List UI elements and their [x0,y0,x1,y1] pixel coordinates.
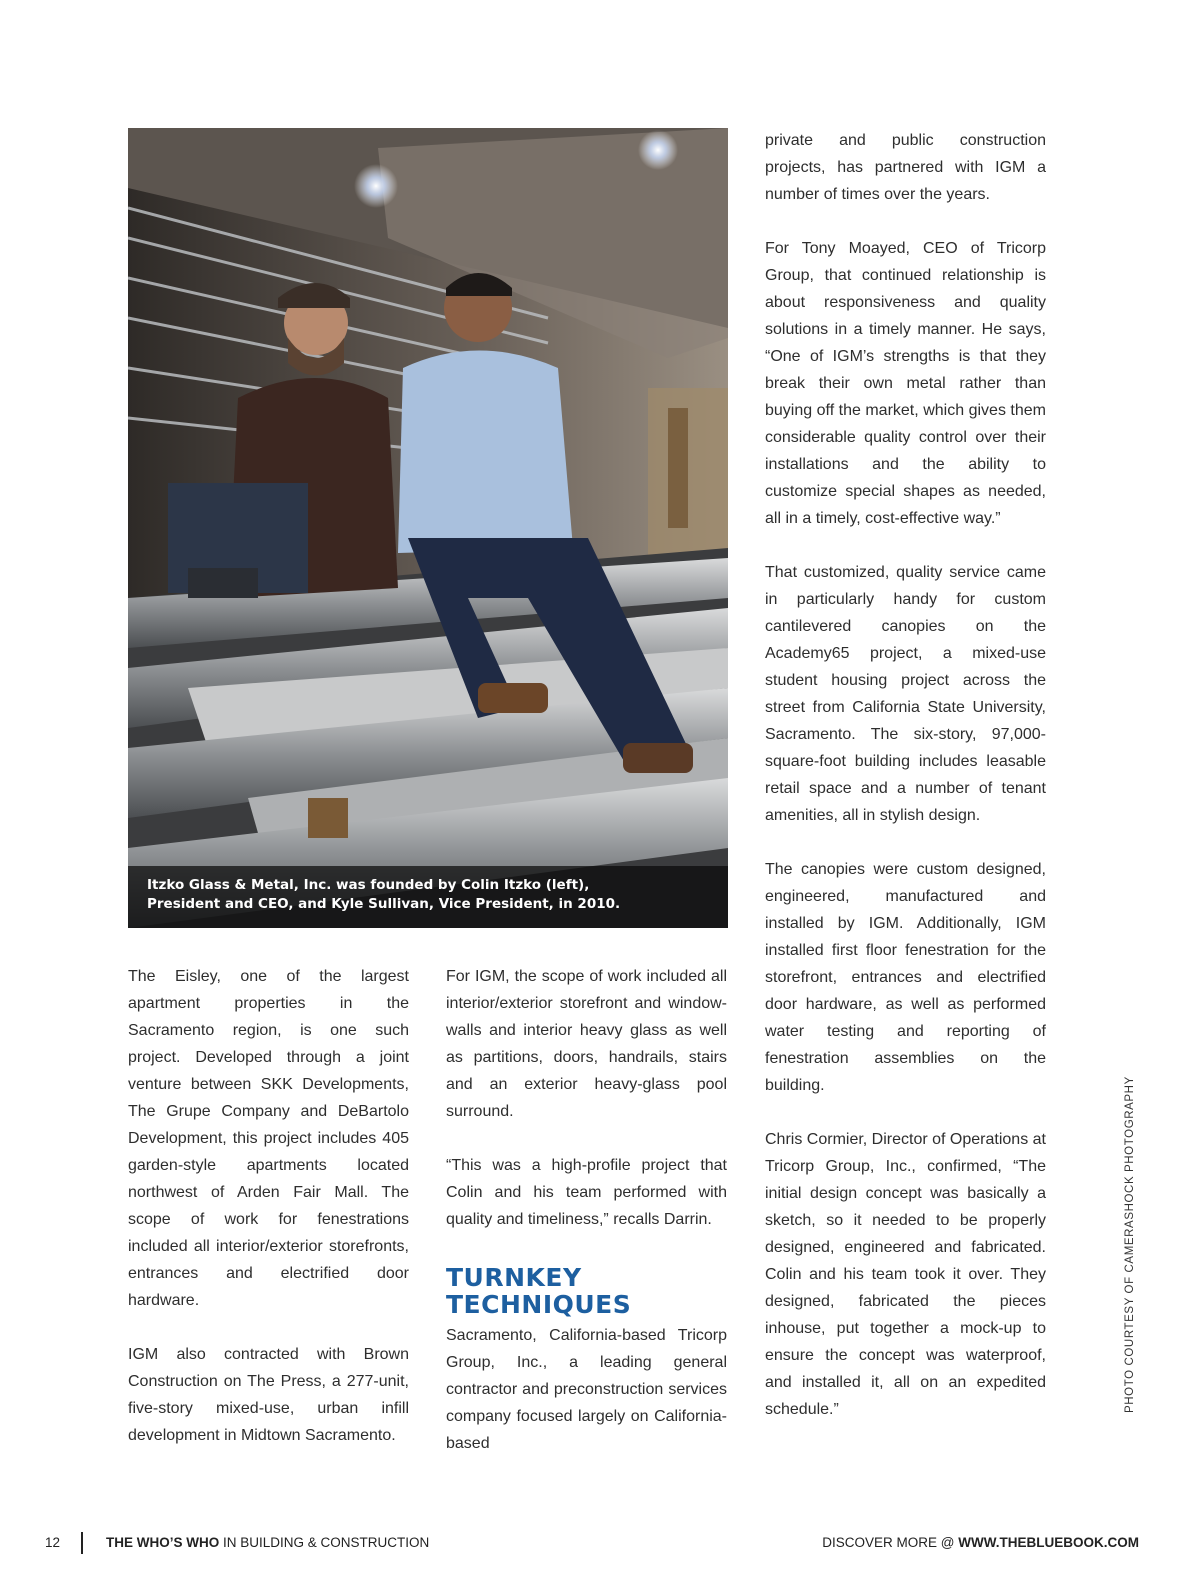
publication-name-bold: THE WHO’S WHO [106,1535,220,1550]
caption-line-1: Itzko Glass & Metal, Inc. was founded by Colin Itzko (left), [147,877,590,893]
footer-divider [81,1532,83,1554]
paragraph: Sacramento, California-based Tricorp Group, Inc., a leading general contractor and preconstruction services company focused largely on California-based [446,1327,727,1452]
paragraph: IGM also contracted with Brown Construction on The Press, a 277-unit, five-story mixed-use, urban infill development in Midtown Sacramento. [128,1346,409,1444]
paragraph: For IGM, the scope of work included all interior/exterior storefront and window-walls and interior heavy glass as well as partitions, doors, handrails, stairs and an exterior heavy-glass pool surround. [446,968,727,1120]
photo-caption [128,866,728,928]
discover-more [822,1535,1139,1550]
section-heading-line-1: TURNKEY [446,1263,582,1292]
section-heading [446,1260,727,1318]
article-column-2 [446,963,727,1457]
publication-name [106,1535,429,1550]
feature-photo [128,128,728,928]
caption-line-2: President and CEO, and Kyle Sullivan, Vice President, in 2010. [147,896,621,912]
paragraph: private and public construction projects, has partnered with IGM a number of times over the years. [765,132,1046,203]
paragraph: Chris Cormier, Director of Operations at Tricorp Group, Inc., confirmed, “The initial design concept was basically a sketch, so it needed to be properly designed, engineered and fabricated. Colin and his team took it over. They designed, fabricated the pieces inhouse, put together a mock-up to ensure the concept was waterproof, and installed it, all on an expedited schedule.” [765,1131,1046,1418]
article-column-3 [765,127,1046,1423]
article-column-1 [128,963,409,1449]
section-heading-line-2: TECHNIQUES [446,1290,632,1319]
paragraph: For Tony Moayed, CEO of Tricorp Group, that continued relationship is about responsiveness and quality solutions in a timely manner. He says, “One of IGM’s strengths is that they break their own metal rather than buying off the market, which gives them considerable quality control over their installations and the ability to customize special shapes as needed, all in a timely, cost-effective way.” [765,240,1046,527]
paragraph: The canopies were custom designed, engineered, manufactured and installed by IGM. Additionally, IGM installed first floor fenestration for the storefront, entrances and electrified door hardware, as well as performed water testing and reporting of fenestration assemblies on the building. [765,861,1046,1094]
discover-label: DISCOVER MORE @ [822,1535,959,1550]
page-number: 12 [45,1535,61,1550]
warehouse-photo-illustration [128,128,728,928]
website-link[interactable]: WWW.THEBLUEBOOK.COM [958,1535,1139,1550]
paragraph: The Eisley, one of the largest apartment properties in the Sacramento region, is one such project. Developed through a joint venture between SKK Developments, The Grupe Company and DeBartolo Development, this project includes 405 garden-style apartments located northwest of Arden Fair Mall. The scope of work for fenestrations included all interior/exterior storefronts, entrances and electrified door hardware. [128,968,409,1309]
paragraph: “This was a high-profile project that Colin and his team performed with quality and timeliness,” recalls Darrin. [446,1157,727,1228]
publication-name-rest: IN BUILDING & CONSTRUCTION [219,1535,430,1550]
page-footer [0,1535,1200,1555]
paragraph: That customized, quality service came in particularly handy for custom cantilevered canopies on the Academy65 project, a mixed-use student housing project across the street from California State University, Sacramento. The six-story, 97,000-square-foot building includes leasable retail space and a number of tenant amenities, all in stylish design. [765,564,1046,824]
photo-credit: PHOTO COURTESY OF CAMERASHOCK PHOTOGRAPHY [1124,1076,1136,1413]
